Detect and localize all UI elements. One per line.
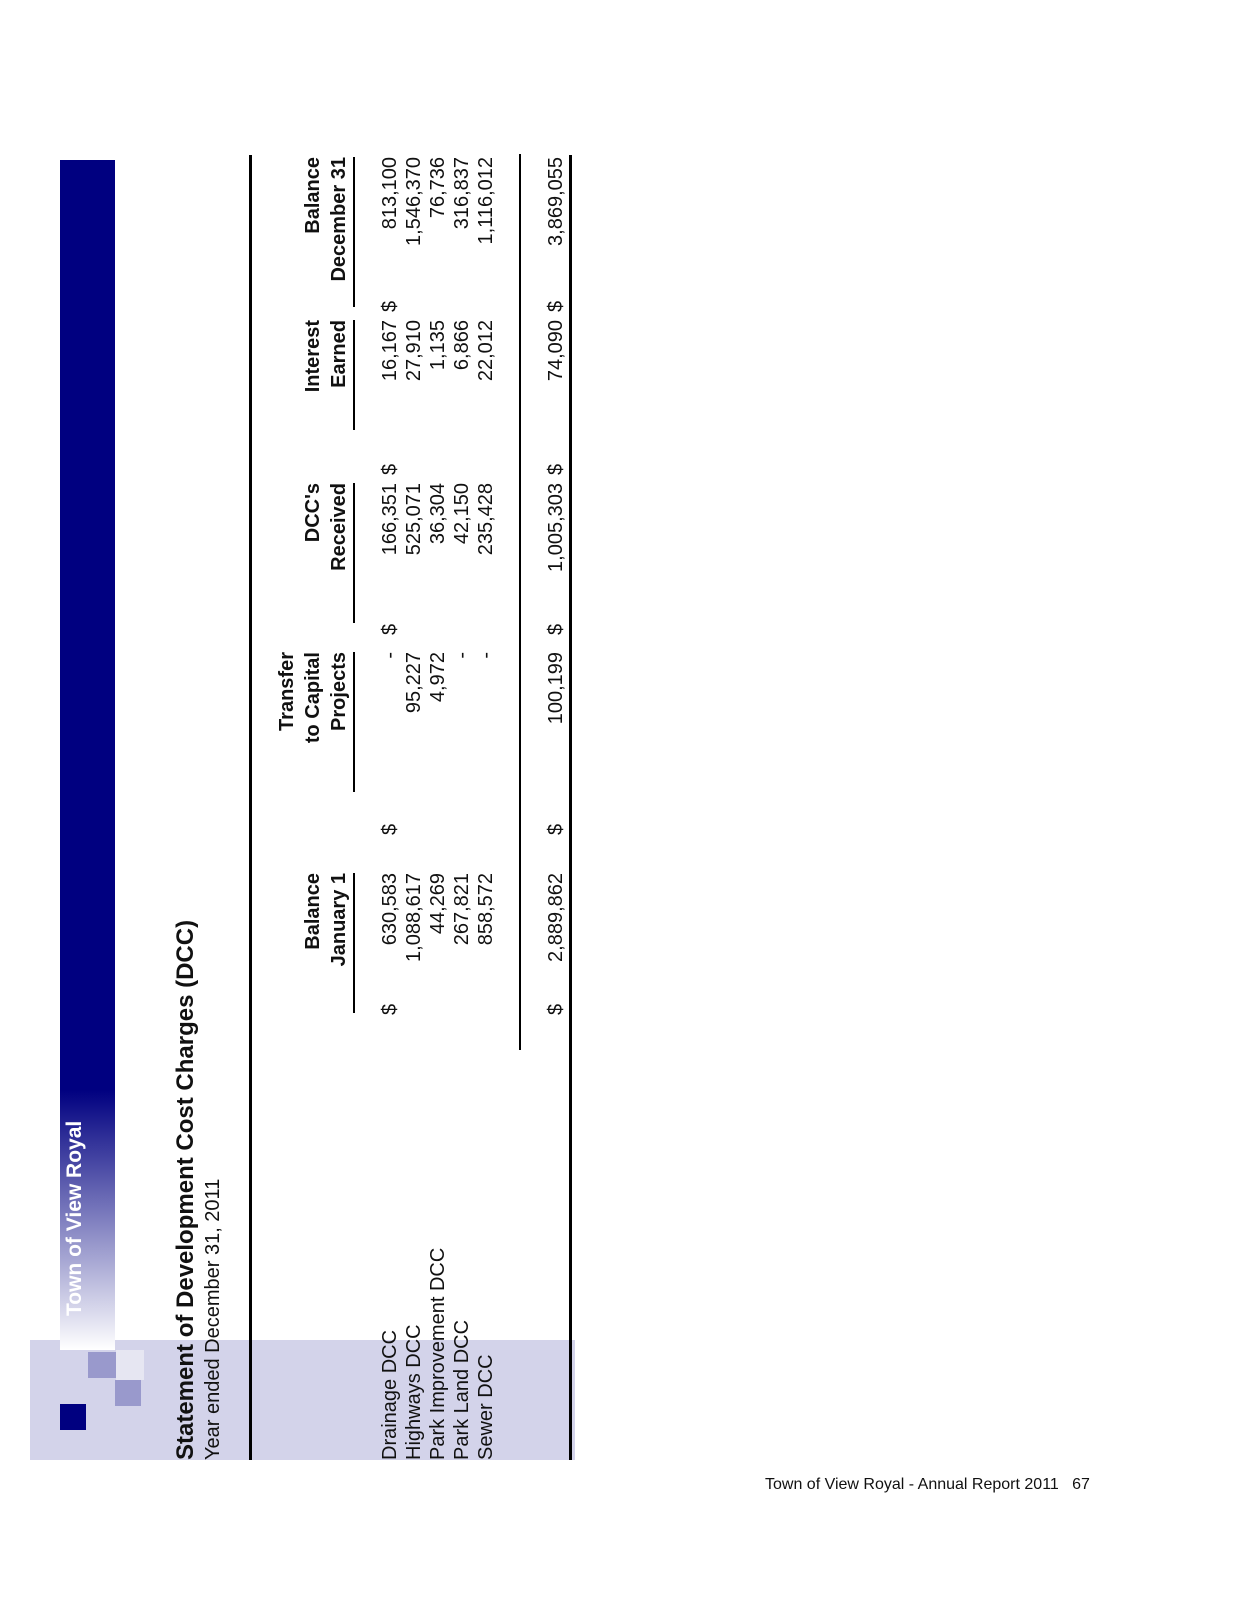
banner-square-pale	[116, 1350, 144, 1380]
column-header-underline-3	[353, 483, 355, 623]
row-value-col-2: -	[475, 652, 497, 659]
page-number: 67	[1072, 1476, 1090, 1493]
row-value-col-1: 44,269	[427, 873, 449, 935]
row-value-col-5: 1,116,012	[475, 157, 497, 245]
row-value-col-4: 27,910	[403, 320, 425, 382]
column-header-underline-5	[353, 157, 355, 307]
column-header-5-line-1: Balance	[302, 157, 324, 234]
row-value-col-3: 42,150	[451, 483, 473, 545]
row-dollar-sign: $	[379, 1003, 401, 1015]
banner-title: Town of View Royal	[63, 1120, 86, 1316]
column-header-4-line-1: Interest	[302, 320, 324, 393]
total-dollar-sign: $	[545, 823, 567, 835]
total-dollar-sign: $	[545, 1003, 567, 1015]
banner-square-mid	[115, 1380, 141, 1406]
row-label: Highways DCC	[403, 1324, 425, 1460]
total-value-col-3: 1,005,303	[545, 483, 567, 572]
row-value-col-2: -	[451, 652, 473, 659]
banner-square-mid2	[88, 1352, 116, 1378]
row-value-col-5: 316,837	[451, 157, 473, 230]
total-dollar-sign: $	[545, 300, 567, 312]
page-footer	[765, 1476, 1090, 1494]
row-dollar-sign: $	[379, 623, 401, 635]
total-value-col-1: 2,889,862	[545, 873, 567, 962]
total-value-col-2: 100,199	[545, 652, 567, 725]
row-value-col-1: 267,821	[451, 873, 473, 946]
column-header-4-line-2: Earned	[328, 320, 350, 388]
column-header-1-line-1: Balance	[302, 873, 324, 950]
row-value-col-4: 16,167	[379, 320, 401, 382]
table-rule-top	[249, 155, 252, 1460]
column-header-5-line-2: December 31	[328, 157, 350, 282]
rotated-statement	[30, 60, 575, 1460]
row-value-col-3: 525,071	[403, 483, 425, 556]
row-dollar-sign: $	[379, 823, 401, 835]
column-header-underline-4	[353, 320, 355, 430]
row-value-col-4: 1,135	[427, 320, 449, 371]
table-rule-bottom	[569, 155, 572, 1460]
row-value-col-1: 858,572	[475, 873, 497, 946]
banner-square-dark	[60, 1404, 86, 1430]
footer-text: Town of View Royal - Annual Report 2011	[765, 1476, 1059, 1493]
row-value-col-4: 6,866	[451, 320, 473, 371]
row-label: Park Land DCC	[451, 1319, 473, 1460]
row-value-col-3: 166,351	[379, 483, 401, 556]
column-header-3-line-1: DCC's	[302, 483, 324, 543]
row-value-col-5: 813,100	[379, 157, 401, 230]
column-header-3-line-2: Received	[328, 483, 350, 571]
total-dollar-sign: $	[545, 623, 567, 635]
row-value-col-1: 630,583	[379, 873, 401, 946]
statement-subtitle: Year ended December 31, 2011	[202, 1178, 224, 1460]
row-dollar-sign: $	[379, 300, 401, 312]
column-header-2-line-3: Projects	[328, 652, 350, 731]
column-header-1-line-2: January 1	[328, 873, 350, 967]
row-dollar-sign: $	[379, 463, 401, 475]
row-value-col-2: 4,972	[427, 652, 449, 703]
statement-title: Statement of Development Cost Charges (DCC)	[172, 919, 199, 1460]
row-value-col-1: 1,088,617	[403, 873, 425, 962]
total-value-col-5: 3,869,055	[545, 157, 567, 246]
row-value-col-3: 235,428	[475, 483, 497, 556]
row-value-col-2: -	[379, 652, 401, 659]
column-header-2-line-2: to Capital	[302, 652, 324, 744]
row-value-col-5: 76,736	[427, 157, 449, 219]
row-label: Park Improvement DCC	[427, 1247, 449, 1460]
row-value-col-5: 1,546,370	[403, 157, 425, 246]
row-label: Sewer DCC	[475, 1354, 497, 1460]
row-value-col-2: 95,227	[403, 652, 425, 714]
row-label: Drainage DCC	[379, 1329, 401, 1460]
column-header-underline-2	[353, 652, 355, 792]
row-value-col-3: 36,304	[427, 483, 449, 545]
column-header-underline-1	[353, 873, 355, 1013]
subtotal-rule	[519, 154, 521, 1050]
column-header-2-line-1: Transfer	[276, 652, 298, 731]
total-value-col-4: 74,090	[545, 320, 567, 382]
total-dollar-sign: $	[545, 463, 567, 475]
row-value-col-4: 22,012	[475, 320, 497, 382]
